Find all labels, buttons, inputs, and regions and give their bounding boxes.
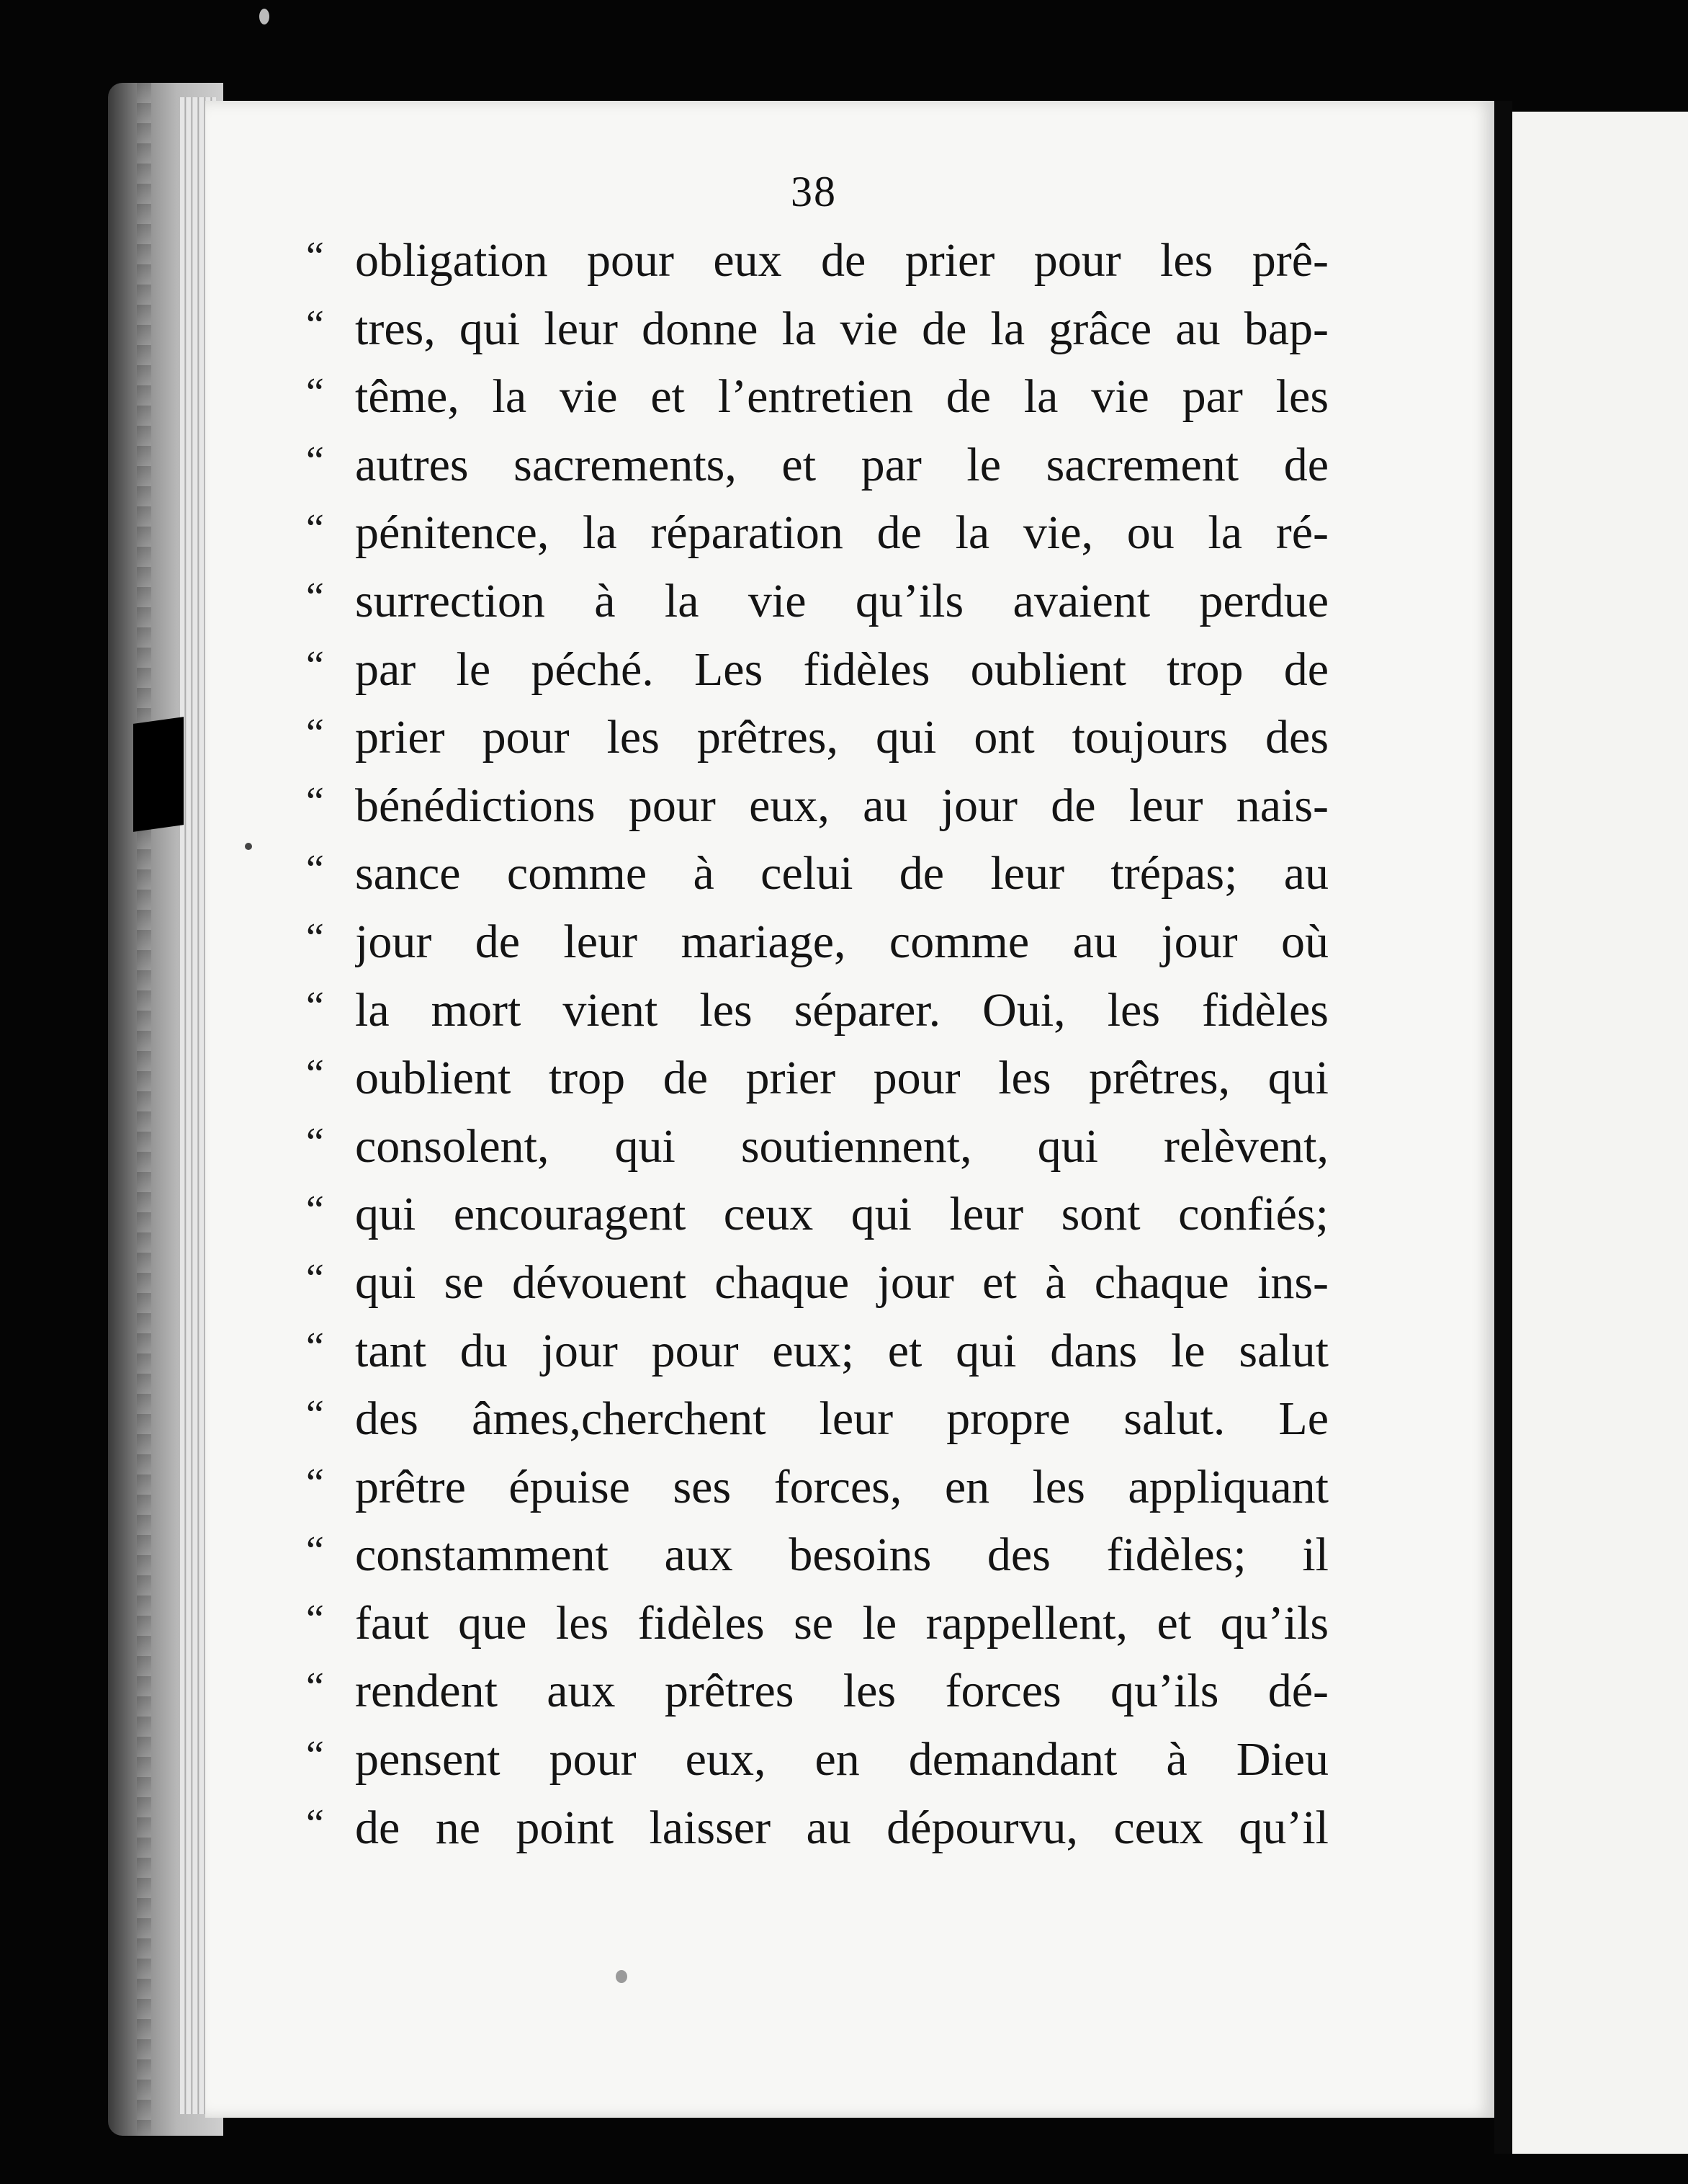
text-line: [306, 1181, 1329, 1249]
book-gutter: [1494, 101, 1512, 2154]
quote-mark: “: [306, 1665, 324, 1710]
line-text: de ne point laisser au dépourvu, ceux qu’il: [355, 1801, 1329, 1854]
line-text: surrection à la vie qu’ils avaient perdue: [355, 574, 1329, 627]
line-text: tant du jour pour eux; et qui dans le salut: [355, 1324, 1329, 1377]
text-line: [306, 499, 1329, 568]
line-text: tres, qui leur donne la vie de la grâce au bap-: [355, 302, 1329, 355]
line-text: la mort vient les séparer. Oui, les fidèles: [355, 983, 1329, 1037]
right-page: [1512, 112, 1688, 2154]
text-line: [306, 1454, 1329, 1522]
line-text: rendent aux prêtres les forces qu’ils dé-: [355, 1665, 1329, 1718]
quote-mark: “: [306, 234, 324, 279]
text-line: [306, 772, 1329, 841]
line-text: jour de leur mariage, comme au jour où: [355, 915, 1329, 968]
text-line: [306, 704, 1329, 772]
quote-mark: “: [306, 711, 324, 756]
line-text: prêtre épuise ses forces, en les appliquant: [355, 1460, 1329, 1513]
quote-mark: “: [306, 915, 324, 960]
quote-mark: “: [306, 1256, 324, 1301]
line-text: autres sacrements, et par le sacrement de: [355, 438, 1329, 491]
quote-mark: “: [306, 438, 324, 483]
text-line: [306, 227, 1329, 295]
text-line: [306, 908, 1329, 977]
line-text: pénitence, la réparation de la vie, ou la ré-: [355, 506, 1329, 560]
quote-mark: “: [306, 1801, 324, 1846]
quote-mark: “: [306, 643, 324, 688]
quote-mark: “: [306, 1119, 324, 1165]
page-number: 38: [791, 168, 837, 215]
text-line: [306, 1657, 1329, 1726]
quote-mark: “: [306, 506, 324, 552]
text-line: [306, 636, 1329, 704]
text-line: [306, 977, 1329, 1045]
line-text: prier pour les prêtres, qui ont toujours des: [355, 711, 1329, 764]
text-line: [306, 1113, 1329, 1181]
text-line: [306, 1044, 1329, 1113]
quote-mark: “: [306, 983, 324, 1029]
line-text: obligation pour eux de prier pour les prê-: [355, 234, 1329, 287]
scan-speck: [245, 843, 252, 850]
text-line: [306, 1521, 1329, 1590]
quote-mark: “: [306, 847, 324, 892]
line-text: constamment aux besoins des fidèles; il: [355, 1529, 1329, 1582]
quote-mark: “: [306, 1596, 324, 1642]
text-block: [306, 227, 1329, 1862]
line-text: bénédictions pour eux, au jour de leur nais-: [355, 779, 1329, 832]
line-text: par le péché. Les fidèles oublient trop de: [355, 643, 1329, 696]
quote-mark: “: [306, 1733, 324, 1778]
text-line: [306, 1590, 1329, 1658]
text-line: [306, 363, 1329, 431]
quote-mark: “: [306, 1324, 324, 1369]
scan-speck: [616, 1970, 627, 1983]
line-text: pensent pour eux, en demandant à Dieu: [355, 1733, 1329, 1786]
quote-mark: “: [306, 1529, 324, 1574]
text-line: [306, 1317, 1329, 1386]
quote-mark: “: [306, 1052, 324, 1097]
line-text: des âmes,cherchent leur propre salut. Le: [355, 1392, 1329, 1446]
text-line: [306, 1726, 1329, 1794]
line-text: oublient trop de prier pour les prêtres, qui: [355, 1052, 1329, 1105]
cover-notch: [133, 717, 184, 832]
quote-mark: “: [306, 1460, 324, 1505]
quote-mark: “: [306, 302, 324, 347]
line-text: qui se dévouent chaque jour et à chaque ins-: [355, 1256, 1329, 1309]
line-text: qui encouragent ceux qui leur sont confiés;: [355, 1188, 1329, 1241]
text-line: [306, 840, 1329, 908]
text-line: [306, 568, 1329, 636]
text-line: [306, 1794, 1329, 1863]
line-text: consolent, qui soutiennent, qui relèvent,: [355, 1119, 1329, 1173]
line-text: sance comme à celui de leur trépas; au: [355, 847, 1329, 900]
text-line: [306, 431, 1329, 500]
quote-mark: “: [306, 370, 324, 416]
text-line: [306, 1385, 1329, 1454]
quote-mark: “: [306, 1392, 324, 1438]
quote-mark: “: [306, 779, 324, 824]
scan-speck: [259, 9, 269, 24]
line-text: tême, la vie et l’entretien de la vie par les: [355, 370, 1329, 424]
quote-mark: “: [306, 1188, 324, 1233]
quote-mark: “: [306, 574, 324, 619]
line-text: faut que les fidèles se le rappellent, et qu’ils: [355, 1596, 1329, 1650]
text-line: [306, 1249, 1329, 1317]
text-line: [306, 295, 1329, 364]
